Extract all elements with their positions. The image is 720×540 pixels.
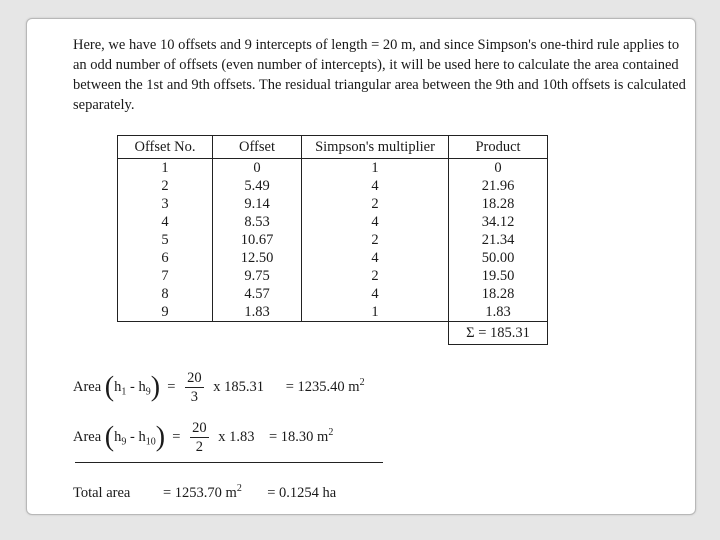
cell-multiplier: 1 bbox=[302, 303, 449, 322]
cell-product: 0 bbox=[449, 159, 548, 178]
formula1-fraction bbox=[185, 369, 204, 406]
table-row bbox=[118, 231, 548, 249]
empty-cell bbox=[302, 322, 449, 345]
cell-offset: 8.53 bbox=[213, 213, 302, 231]
cell-offset-no: 5 bbox=[118, 231, 213, 249]
cell-multiplier: 4 bbox=[302, 177, 449, 195]
cell-multiplier: 2 bbox=[302, 231, 449, 249]
cell-product: 21.34 bbox=[449, 231, 548, 249]
header-multiplier: Simpson's multiplier bbox=[302, 136, 449, 159]
formula1-h9: h bbox=[138, 378, 146, 395]
cell-offset: 0 bbox=[213, 159, 302, 178]
formula2-sub10: 10 bbox=[145, 436, 156, 448]
total-value: = 1253.70 m bbox=[162, 484, 237, 501]
table-row bbox=[118, 177, 548, 195]
cell-product: 18.28 bbox=[449, 195, 548, 213]
formula2-fraction bbox=[190, 419, 209, 456]
total-hectares: = 0.1254 ha bbox=[267, 484, 337, 501]
formula2-sub9: 9 bbox=[121, 436, 127, 448]
formula2-minus: - bbox=[130, 428, 135, 445]
cell-multiplier: 4 bbox=[302, 249, 449, 267]
cell-offset-no: 6 bbox=[118, 249, 213, 267]
cell-offset: 9.75 bbox=[213, 267, 302, 285]
table-row bbox=[118, 285, 548, 303]
formula1-minus: - bbox=[130, 378, 135, 395]
cell-product: 34.12 bbox=[449, 213, 548, 231]
sum-row bbox=[118, 322, 548, 345]
slide-card bbox=[26, 18, 696, 515]
empty-cell bbox=[118, 322, 213, 345]
formula1-exponent: 2 bbox=[359, 377, 365, 388]
cell-product: 19.50 bbox=[449, 267, 548, 285]
table-row bbox=[118, 267, 548, 285]
divider-line bbox=[75, 462, 383, 463]
formula2-numerator: 20 bbox=[192, 420, 207, 436]
area-formula-1 bbox=[73, 369, 365, 406]
table-row bbox=[118, 195, 548, 213]
empty-cell bbox=[213, 322, 302, 345]
cell-offset: 12.50 bbox=[213, 249, 302, 267]
intro-paragraph: Here, we have 10 offsets and 9 intercepts of length = 20 m, and since Simpson's one-third rule applies to an odd number of offsets (even number of intercepts), it will be used here to calculate the area contained between the 1st and 9th offsets. The residual triangular area between the 9th and 10th offsets is calculated separately. bbox=[73, 37, 686, 113]
total-area-line bbox=[73, 483, 336, 502]
close-paren: ) bbox=[150, 371, 161, 403]
formula2-label: Area bbox=[73, 428, 102, 445]
simpson-table bbox=[117, 135, 548, 345]
cell-multiplier: 2 bbox=[302, 267, 449, 285]
cell-offset-no: 7 bbox=[118, 267, 213, 285]
cell-offset: 1.83 bbox=[213, 303, 302, 322]
area-formula-2 bbox=[73, 419, 333, 456]
total-exponent: 2 bbox=[236, 483, 242, 494]
cell-product: 21.96 bbox=[449, 177, 548, 195]
table-row bbox=[118, 249, 548, 267]
total-label: Total area bbox=[73, 484, 131, 501]
formula2-h10: h bbox=[138, 428, 146, 445]
formula1-times: x 185.31 bbox=[213, 378, 264, 395]
cell-multiplier: 4 bbox=[302, 213, 449, 231]
cell-offset: 4.57 bbox=[213, 285, 302, 303]
table-header-row bbox=[118, 136, 548, 159]
cell-multiplier: 4 bbox=[302, 285, 449, 303]
header-offset-no: Offset No. bbox=[118, 136, 213, 159]
formula1-equals: = bbox=[167, 378, 176, 395]
cell-multiplier: 2 bbox=[302, 195, 449, 213]
formula1-sub9: 9 bbox=[145, 386, 151, 398]
formula1-numerator: 20 bbox=[187, 370, 202, 386]
cell-offset-no: 1 bbox=[118, 159, 213, 178]
sum-cell: Σ = 185.31 bbox=[449, 322, 548, 345]
cell-multiplier: 1 bbox=[302, 159, 449, 178]
formula2-result: = 18.30 m bbox=[268, 428, 329, 445]
cell-offset-no: 4 bbox=[118, 213, 213, 231]
table-row bbox=[118, 213, 548, 231]
cell-product: 1.83 bbox=[449, 303, 548, 322]
formula2-h9: h bbox=[114, 428, 122, 445]
table-row bbox=[118, 159, 548, 178]
open-paren: ( bbox=[104, 371, 115, 403]
cell-offset: 10.67 bbox=[213, 231, 302, 249]
formula1-sub1: 1 bbox=[121, 386, 127, 398]
formula2-denominator: 2 bbox=[195, 439, 203, 455]
cell-offset-no: 3 bbox=[118, 195, 213, 213]
table-row bbox=[118, 303, 548, 322]
formula1-denominator: 3 bbox=[190, 389, 198, 405]
close-paren: ) bbox=[155, 421, 166, 453]
formula2-times: x 1.83 bbox=[218, 428, 255, 445]
cell-offset: 9.14 bbox=[213, 195, 302, 213]
cell-product: 18.28 bbox=[449, 285, 548, 303]
formula2-exponent: 2 bbox=[328, 427, 334, 438]
formula1-result: = 1235.40 m bbox=[285, 378, 360, 395]
formula1-h1: h bbox=[114, 378, 122, 395]
cell-offset-no: 9 bbox=[118, 303, 213, 322]
cell-offset: 5.49 bbox=[213, 177, 302, 195]
cell-offset-no: 2 bbox=[118, 177, 213, 195]
cell-offset-no: 8 bbox=[118, 285, 213, 303]
header-offset: Offset bbox=[213, 136, 302, 159]
cell-product: 50.00 bbox=[449, 249, 548, 267]
header-product: Product bbox=[449, 136, 548, 159]
formula2-equals: = bbox=[172, 428, 181, 445]
open-paren: ( bbox=[104, 421, 115, 453]
formula1-label: Area bbox=[73, 378, 102, 395]
